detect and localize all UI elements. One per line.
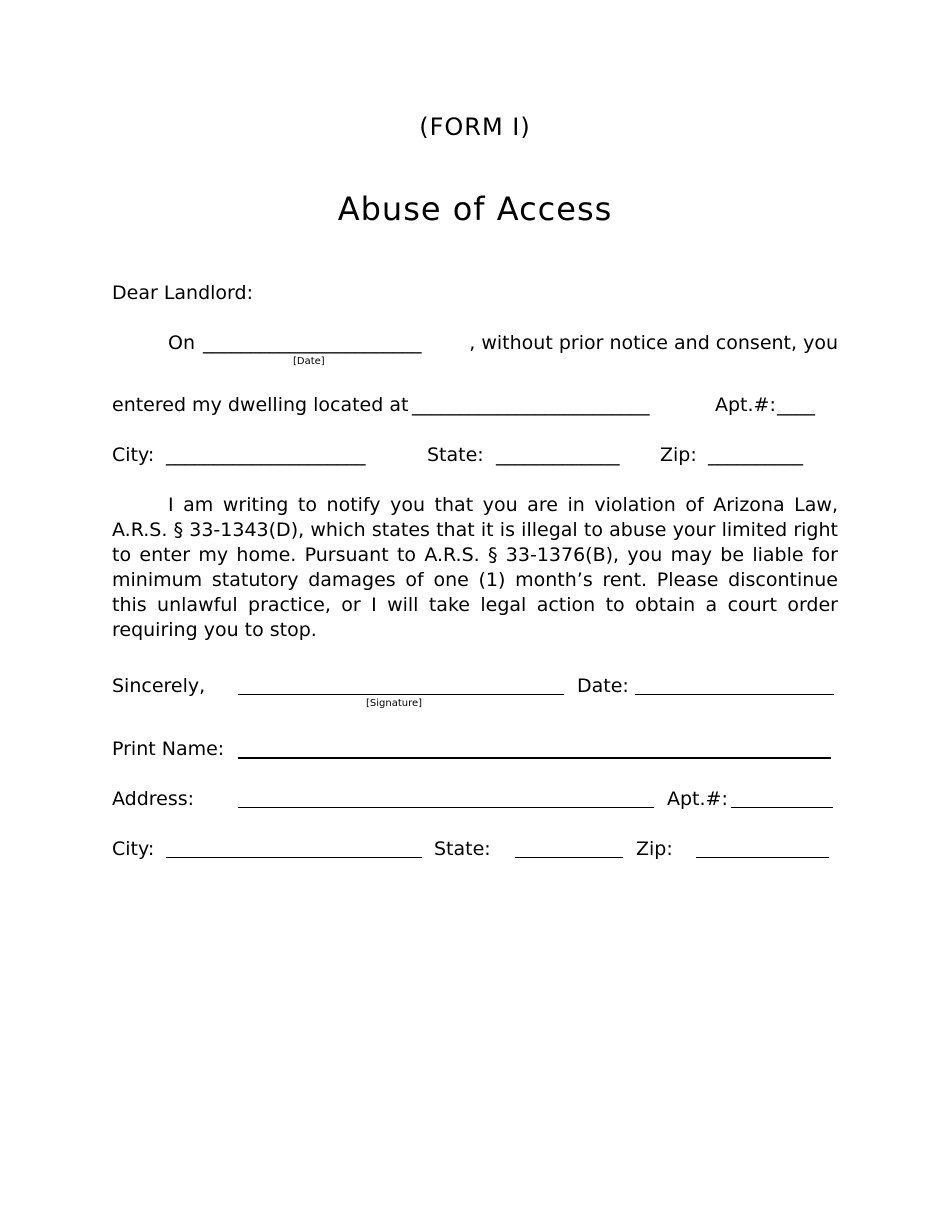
date-blank[interactable]: _______________________ bbox=[203, 332, 422, 354]
page-title: Abuse of Access bbox=[337, 190, 613, 228]
notice-consent-text: , without prior notice and consent, you bbox=[469, 332, 838, 354]
state-line[interactable] bbox=[515, 857, 623, 858]
body-paragraph: I am writing to notify you that you are in violation of Arizona Law, A.R.S. § 33-1343(D), which states that it is illegal to abuse your limited right to enter my home. Pursuant to A.R.S. § 33-1376(B), you may be liable for minimum statutory damages of one (1) month’s rent. Please discontinue this unlawful practice, or I will take legal action to obtain a court order requiring you to stop. bbox=[112, 494, 838, 641]
zip-line[interactable] bbox=[696, 857, 829, 858]
print-name-line[interactable] bbox=[238, 757, 831, 759]
apt-label: Apt.#: bbox=[715, 394, 776, 416]
city-label-2: City: bbox=[112, 838, 155, 860]
on-text: On bbox=[168, 332, 195, 354]
letter-line-1 bbox=[112, 332, 838, 354]
salutation: Dear Landlord: bbox=[112, 282, 253, 304]
date-label: Date: bbox=[577, 675, 629, 697]
address-line[interactable] bbox=[238, 807, 654, 808]
dwelling-text: entered my dwelling located at bbox=[112, 394, 409, 416]
signature-caption: [Signature] bbox=[366, 698, 423, 709]
apt-line[interactable] bbox=[731, 807, 833, 808]
city-blank[interactable]: _____________________ bbox=[166, 444, 366, 466]
state-label-2: State: bbox=[434, 838, 491, 860]
print-name-label: Print Name: bbox=[112, 738, 225, 760]
dwelling-address-blank[interactable]: _________________________ bbox=[412, 394, 650, 416]
apt-label-2: Apt.#: bbox=[667, 788, 728, 810]
zip-blank[interactable]: __________ bbox=[708, 444, 803, 466]
date-line[interactable] bbox=[635, 694, 834, 695]
zip-label-2: Zip: bbox=[636, 838, 673, 860]
city-label: City: bbox=[112, 444, 155, 466]
date-caption: [Date] bbox=[293, 356, 325, 367]
zip-label: Zip: bbox=[660, 444, 697, 466]
signature-line[interactable] bbox=[238, 694, 564, 695]
state-label: State: bbox=[427, 444, 484, 466]
state-blank[interactable]: _____________ bbox=[496, 444, 620, 466]
address-label: Address: bbox=[112, 788, 195, 810]
form-label: (FORM I) bbox=[419, 113, 531, 141]
sincerely-text: Sincerely, bbox=[112, 675, 206, 697]
city-line[interactable] bbox=[166, 857, 422, 858]
apt-blank[interactable]: ____ bbox=[777, 394, 815, 416]
